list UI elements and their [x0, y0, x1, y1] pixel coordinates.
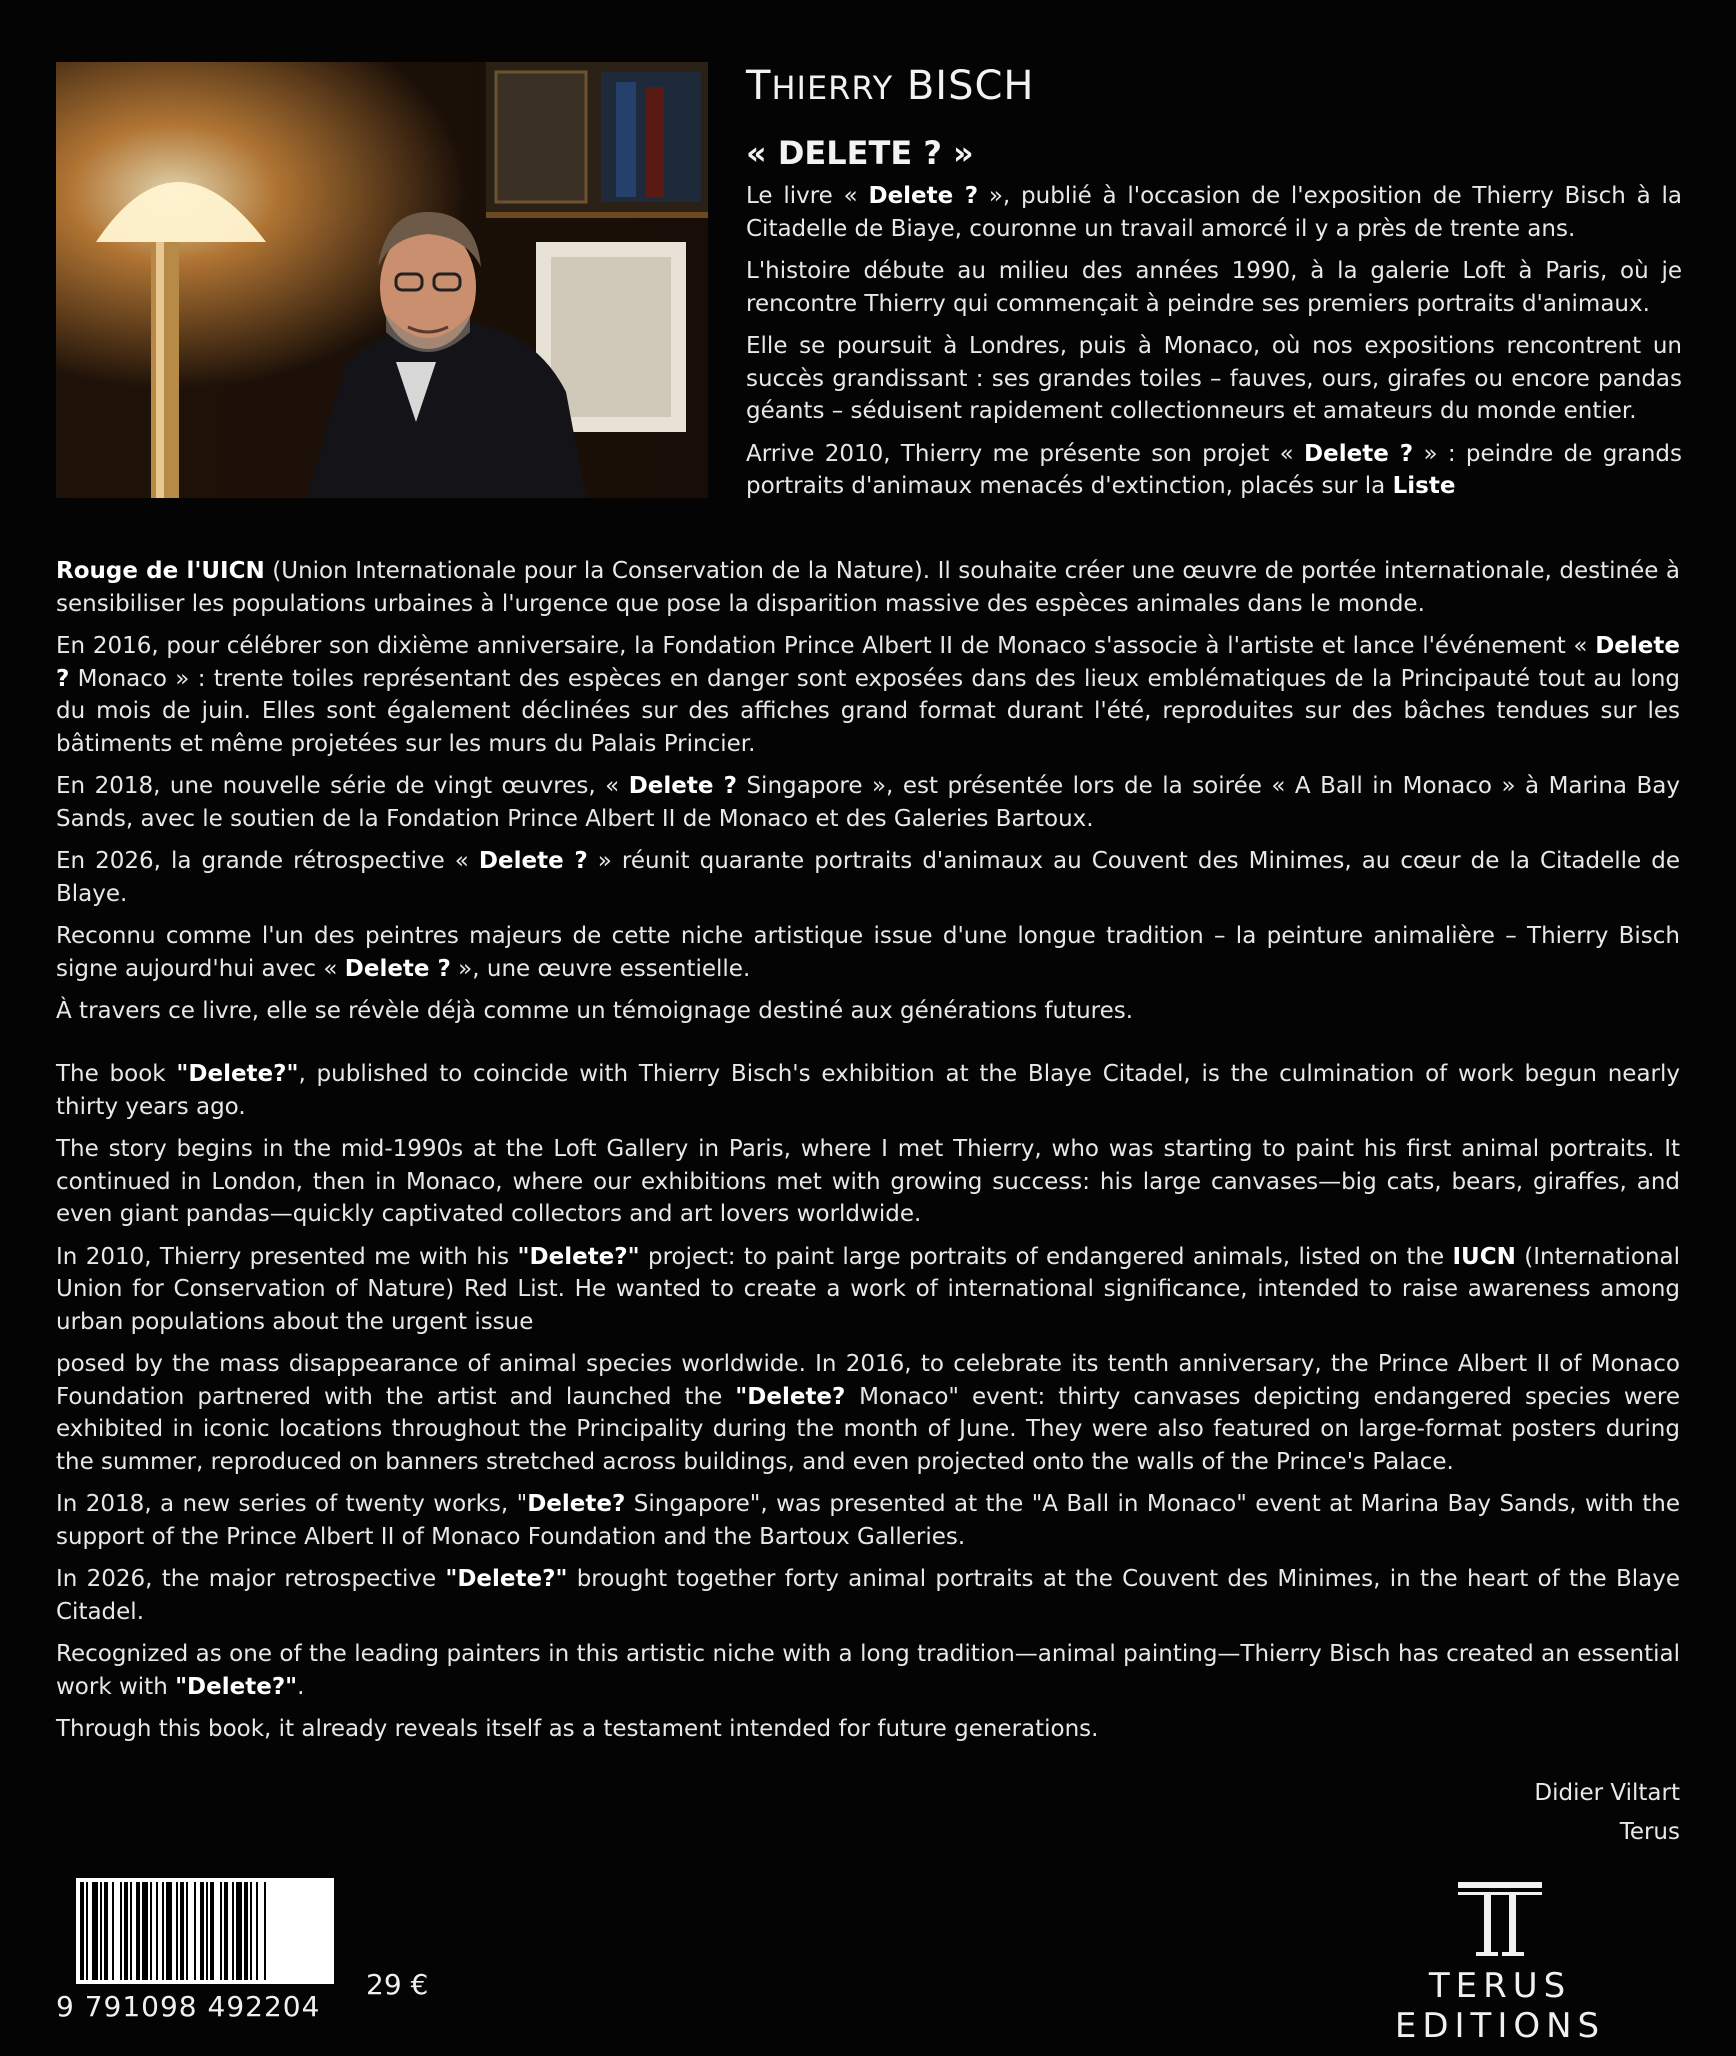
- french-paragraph: Reconnu comme l'un des peintres majeurs de cette niche artistique issue d'une longue tradition – la peinture animalière – Thierry Bisch signe aujourd'hui avec « Delete ? », une œuvre essentielle.: [56, 923, 1680, 982]
- author-portrait-photo: [56, 62, 708, 498]
- barcode-bar: [206, 1882, 208, 1980]
- barcode-bar: [136, 1882, 140, 1980]
- barcode-bar: [244, 1882, 248, 1980]
- barcode-bar: [250, 1882, 252, 1980]
- header: [746, 58, 1682, 176]
- french-text-full: [56, 555, 1680, 1038]
- barcode-bar: [80, 1882, 84, 1980]
- bold-text: Rouge de l'UICN: [56, 558, 265, 584]
- french-text-top: [746, 180, 1682, 513]
- barcode-bar: [236, 1882, 242, 1980]
- french-paragraph: À travers ce livre, elle se révèle déjà comme un témoignage destiné aux générations futures.: [56, 998, 1134, 1024]
- bold-text: "Delete?": [175, 1673, 298, 1700]
- french-paragraph: En 2026, la grande rétrospective « Delete ? » réunit quarante portraits d'animaux au Couvent des Minimes, au cœur de la Citadelle de Blaye.: [56, 848, 1680, 907]
- barcode-bar: [232, 1882, 234, 1980]
- barcode-bar: [156, 1882, 158, 1980]
- french-paragraph: En 2018, une nouvelle série de vingt œuvres, « Delete ? Singapore », est présentée lors de la soirée « A Ball in Monaco » à Marina Bay Sands, avec le soutien de la Fondation Prince Albert II de Monaco et des Galeries Bartoux.: [56, 773, 1680, 832]
- french-paragraph: L'histoire débute au milieu des années 1990, à la galerie Loft à Paris, où je rencontre Thierry qui commençait à peindre ses premiers portraits d'animaux.: [746, 258, 1682, 317]
- barcode-bar: [100, 1882, 102, 1980]
- barcode-bar: [162, 1882, 164, 1980]
- isbn-number: 9 791098 492204: [56, 1990, 321, 2023]
- barcode-bar: [224, 1882, 228, 1980]
- english-paragraph: In 2026, the major retrospective "Delete?" brought together forty animal portraits at the Couvent des Minimes, in the heart of the Blaye Citadel.: [56, 1566, 1680, 1625]
- barcode-bar: [142, 1882, 148, 1980]
- barcode-bar: [194, 1882, 196, 1980]
- signature-name: Didier Viltart: [1534, 1780, 1680, 1806]
- barcode-bar: [176, 1882, 178, 1980]
- bold-text: Liste: [1392, 473, 1456, 499]
- barcode-bar: [130, 1882, 132, 1980]
- barcode-bar: [166, 1882, 172, 1980]
- english-paragraph: posed by the mass disappearance of animal species worldwide. In 2016, to celebrate its tenth anniversary, the Prince Albert II of Monaco Foundation partnered with the artist and launched the "Delete? Monaco" event: thirty canvases depicting endangered species were exhibited in iconic locations throughout the Principality during the month of June. They were also featured on large-format posters during the summer, reproduced on banners stretched across buildings, and even projected onto the walls of the Prince's Palace.: [56, 1351, 1680, 1475]
- barcode-bar: [264, 1882, 266, 1980]
- english-paragraph: Through this book, it already reveals itself as a testament intended for future generations.: [56, 1716, 1099, 1742]
- french-paragraph: En 2016, pour célébrer son dixième anniversaire, la Fondation Prince Albert II de Monaco s'associe à l'artiste et lance l'événement « Delete ? Monaco » : trente toiles représentant des espèces en danger sont exposées dans des lieux emblématiques de la Principauté tout au long du mois de juin. Elles sont également déclinées sur des affiches grand format durant l'été, reproduites sur des bâches tendues sur les bâtiments et même projetées sur les murs du Palais Princier.: [56, 633, 1680, 757]
- barcode-bar: [120, 1882, 122, 1980]
- bold-text: "Delete?: [735, 1383, 860, 1410]
- barcode: [76, 1878, 334, 1984]
- english-text: [56, 1058, 1680, 1756]
- barcode-bar: [220, 1882, 222, 1980]
- author-name: THIERRY BISCH: [746, 63, 1035, 109]
- bold-text: Delete ?: [344, 955, 451, 982]
- barcode-bar: [256, 1882, 258, 1980]
- french-paragraph: Elle se poursuit à Londres, puis à Monaco, où nos expositions rencontrent un succès grandissant : ses grandes toiles – fauves, ours, girafes ou encore pandas géants – séduisent rapidement collectionneurs et amateurs du monde entier.: [746, 333, 1682, 424]
- barcode-bar: [200, 1882, 204, 1980]
- barcode-bar: [124, 1882, 128, 1980]
- barcode-bar: [210, 1882, 214, 1980]
- barcode-bar: [104, 1882, 108, 1980]
- english-paragraph: Recognized as one of the leading painters in this artistic niche with a long tradition—animal painting—Thierry Bisch has created an essential work with "Delete?".: [56, 1641, 1680, 1700]
- english-paragraph: The book "Delete?", published to coincide with Thierry Bisch's exhibition at the Blaye Citadel, is the culmination of work begun nearly thirty years ago.: [56, 1061, 1680, 1120]
- french-paragraph: Le livre « Delete ? », publié à l'occasion de l'exposition de Thierry Bisch à la Citadelle de Biaye, couronne un travail amorcé il y a près de trente ans.: [746, 183, 1682, 242]
- barcode-bar: [180, 1882, 184, 1980]
- bold-text: "Delete?": [517, 1243, 640, 1270]
- publisher-logo: [1320, 1880, 1680, 2046]
- bold-text: Delete?: [527, 1491, 626, 1517]
- french-paragraph: Arrive 2010, Thierry me présente son projet « Delete ? » : peindre de grands portraits d'animaux menacés d'extinction, placés sur la Liste: [746, 440, 1683, 499]
- bold-text: "Delete?": [445, 1566, 568, 1592]
- bold-text: Delete ?: [868, 183, 979, 209]
- bold-text: "Delete?": [176, 1061, 299, 1087]
- book-title: « DELETE ? »: [746, 134, 974, 172]
- english-paragraph: In 2018, a new series of twenty works, "Delete? Singapore", was presented at the "A Ball in Monaco" event at Marina Bay Sands, with the support of the Prince Albert II of Monaco Foundation and the Bartoux Galleries.: [56, 1491, 1680, 1550]
- signature-org: Terus: [1619, 1819, 1680, 1845]
- barcode-bar: [150, 1882, 152, 1980]
- bold-text: Delete ?: [628, 773, 737, 799]
- price: 29 €: [366, 1968, 429, 2001]
- barcode-bar: [112, 1882, 114, 1980]
- terus-monogram-icon: [1450, 1880, 1550, 1958]
- english-paragraph: In 2010, Thierry presented me with his "Delete?" project: to paint large portraits of endangered animals, listed on the IUCN (International Union for Conservation of Nature) Red List. He wanted to create a work of international significance, intended to raise awareness among urban populations about the urgent issue: [56, 1243, 1681, 1335]
- bold-text: IUCN: [1452, 1243, 1516, 1270]
- bold-text: Delete ?: [1304, 440, 1414, 467]
- french-paragraph: Rouge de l'UICN (Union Internationale pour la Conservation de la Nature). Il souhaite créer une œuvre de portée internationale, destinée à sensibiliser les populations urbaines à l'urgence que pose la disparition massive des espèces animales dans le monde.: [56, 558, 1680, 617]
- publisher-name: TERUS EDITIONS: [1394, 1966, 1606, 2046]
- barcode-bar: [86, 1882, 88, 1980]
- bold-text: Delete ?: [478, 848, 588, 874]
- english-paragraph: The story begins in the mid-1990s at the Loft Gallery in Paris, where I met Thierry, who was starting to paint his first animal portraits. It continued in London, then in Monaco, where our exhibitions met with growing success: his large canvases—big cats, bears, giraffes, and even giant pandas—quickly captivated collectors and art lovers worldwide.: [56, 1136, 1680, 1227]
- barcode-bar: [92, 1882, 98, 1980]
- barcode-bar: [186, 1882, 188, 1980]
- signature: [1534, 1774, 1680, 1852]
- bold-text: Delete ?: [56, 633, 1680, 692]
